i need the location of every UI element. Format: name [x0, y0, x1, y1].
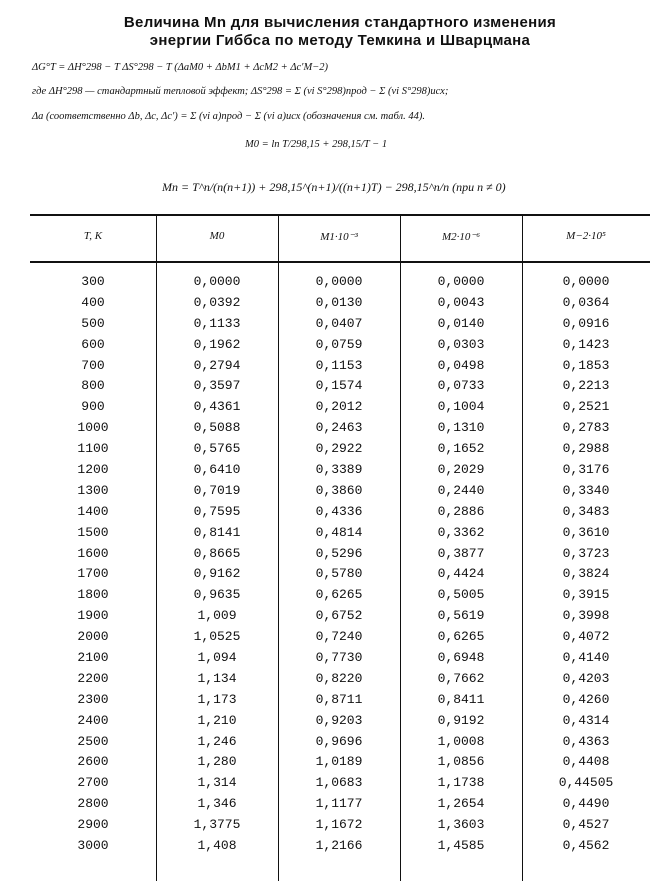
- m2-cell: 0,3877: [437, 545, 485, 561]
- m-minus-2-cell: 0,4260: [562, 691, 610, 707]
- m0-cell: 1,134: [197, 670, 237, 686]
- temperature-cell: 2700: [77, 775, 109, 791]
- m0-cell: 0,1133: [193, 315, 241, 331]
- m0-cell: 1,094: [197, 649, 237, 665]
- m0-cell: 0,5765: [193, 441, 241, 457]
- table-row: [30, 835, 650, 856]
- m-minus-2-cell: 0,4140: [562, 649, 610, 665]
- m2-cell: 0,1310: [437, 420, 485, 436]
- m0-cell: 1,210: [197, 712, 237, 728]
- m-minus-2-cell: 0,4203: [562, 670, 610, 686]
- m1-cell: 1,0189: [315, 754, 363, 770]
- m1-cell: 0,0759: [315, 336, 363, 352]
- m1-cell: 1,0683: [315, 775, 363, 791]
- table-row: [30, 584, 650, 605]
- m-minus-2-cell: 0,4072: [562, 629, 610, 645]
- entropy-definition: где ΔH°298 — стандартный тепловой эффект; ΔS°298 = Σ (νi S°298)прод − Σ (νi S°298)исх;: [32, 86, 449, 97]
- temperature-cell: 1700: [77, 566, 109, 582]
- m1-cell: 0,5296: [315, 545, 363, 561]
- temperature-cell: 800: [81, 378, 105, 394]
- m-minus-2-cell: 0,1853: [562, 357, 610, 373]
- m0-cell: 0,0392: [193, 294, 241, 310]
- m1-cell: 0,0000: [315, 273, 363, 289]
- temperature-cell: 900: [81, 399, 105, 415]
- m-minus-2-cell: 0,3723: [562, 545, 610, 561]
- m0-cell: 0,6410: [193, 461, 241, 477]
- page-title: [60, 14, 620, 50]
- m-minus-2-cell: 0,3483: [562, 503, 610, 519]
- m-minus-2-cell: 0,0364: [562, 294, 610, 310]
- temperature-cell: 1200: [77, 461, 109, 477]
- table-row: [30, 292, 650, 313]
- m-minus-2-cell: 0,2213: [562, 378, 610, 394]
- m1-cell: 1,1672: [315, 817, 363, 833]
- m2-cell: 1,4585: [437, 837, 485, 853]
- m1-cell: 0,2463: [315, 420, 363, 436]
- m0-cell: 0,5088: [193, 420, 241, 436]
- temperature-cell: 300: [81, 273, 105, 289]
- m1-cell: 0,6752: [315, 608, 363, 624]
- table-row: [30, 375, 650, 396]
- m-minus-2-cell: 0,2988: [562, 441, 610, 457]
- m-minus-2-cell: 0,4562: [562, 837, 610, 853]
- table-row: [30, 271, 650, 292]
- m0-cell: 0,9162: [193, 566, 241, 582]
- m0-cell: 1,0525: [193, 629, 241, 645]
- header-m2: M2·10⁻⁶: [441, 231, 481, 243]
- temperature-cell: 1300: [77, 482, 109, 498]
- table-row: [30, 313, 650, 334]
- temperature-cell: 500: [81, 315, 105, 331]
- m1-cell: 0,2922: [315, 441, 363, 457]
- m2-cell: 0,0000: [437, 273, 485, 289]
- table-row: [30, 334, 650, 355]
- header-m0: M0: [209, 230, 225, 242]
- table-row: [30, 396, 650, 417]
- m2-cell: 0,9192: [437, 712, 485, 728]
- m0-cell: 0,3597: [193, 378, 241, 394]
- m-minus-2-cell: 0,3824: [562, 566, 610, 582]
- temperature-cell: 1900: [77, 608, 109, 624]
- m0-cell: 0,1962: [193, 336, 241, 352]
- m2-cell: 1,0008: [437, 733, 485, 749]
- table-row: [30, 689, 650, 710]
- m0-cell: 1,3775: [193, 817, 241, 833]
- m0-cell: 1,246: [197, 733, 237, 749]
- m-minus-2-cell: 0,4490: [562, 796, 610, 812]
- m2-cell: 0,2886: [437, 503, 485, 519]
- m1-cell: 0,0407: [315, 315, 363, 331]
- mn-values-table: [30, 271, 650, 856]
- m-minus-2-cell: 0,4314: [562, 712, 610, 728]
- m0-cell: 0,8665: [193, 545, 241, 561]
- temperature-cell: 1000: [77, 420, 109, 436]
- m2-cell: 0,2029: [437, 461, 485, 477]
- title-line-1: Величина Mn для вычисления стандартного изменения: [123, 14, 557, 31]
- m-minus-2-cell: 0,4527: [562, 817, 610, 833]
- table-top-rule: [30, 214, 650, 216]
- table-row: [30, 480, 650, 501]
- m0-cell: 0,7019: [193, 482, 241, 498]
- m2-cell: 0,6265: [437, 629, 485, 645]
- temperature-cell: 2400: [77, 712, 109, 728]
- m-minus-2-cell: 0,0000: [562, 273, 610, 289]
- m-minus-2-cell: 0,4363: [562, 733, 610, 749]
- m1-cell: 1,2166: [315, 837, 363, 853]
- temperature-cell: 1100: [77, 441, 109, 457]
- m0-cell: 1,280: [197, 754, 237, 770]
- temperature-cell: 2000: [77, 629, 109, 645]
- m0-cell: 0,7595: [193, 503, 241, 519]
- m2-cell: 0,5619: [437, 608, 485, 624]
- table-row: [30, 647, 650, 668]
- m0-cell: 0,4361: [193, 399, 241, 415]
- m0-formula: M0 = ln T/298,15 + 298,15/T − 1: [245, 139, 388, 150]
- m2-cell: 0,7662: [437, 670, 485, 686]
- m2-cell: 1,3603: [437, 817, 485, 833]
- table-row: [30, 522, 650, 543]
- temperature-cell: 2200: [77, 670, 109, 686]
- m-minus-2-cell: 0,3340: [562, 482, 610, 498]
- m1-cell: 0,5780: [315, 566, 363, 582]
- m1-cell: 0,4814: [315, 524, 363, 540]
- m2-cell: 0,5005: [437, 587, 485, 603]
- m1-cell: 0,7240: [315, 629, 363, 645]
- m1-cell: 0,1153: [315, 357, 363, 373]
- m0-cell: 1,009: [197, 608, 237, 624]
- table-row: [30, 355, 650, 376]
- temperature-cell: 2300: [77, 691, 109, 707]
- m1-cell: 1,1177: [315, 796, 363, 812]
- table-row: [30, 501, 650, 522]
- m2-cell: 0,0498: [437, 357, 485, 373]
- m1-cell: 0,2012: [315, 399, 363, 415]
- table-row: [30, 563, 650, 584]
- title-line-2: энергии Гиббса по методу Темкина и Шварцмана: [149, 32, 531, 49]
- m2-cell: 0,1004: [437, 399, 485, 415]
- m0-cell: 0,9635: [193, 587, 241, 603]
- temperature-cell: 1500: [77, 524, 109, 540]
- m0-cell: 1,314: [197, 775, 237, 791]
- m2-cell: 0,0303: [437, 336, 485, 352]
- temperature-cell: 1400: [77, 503, 109, 519]
- m1-cell: 0,9696: [315, 733, 363, 749]
- table-row: [30, 751, 650, 772]
- m-minus-2-cell: 0,1423: [562, 336, 610, 352]
- m1-cell: 0,9203: [315, 712, 363, 728]
- m-minus-2-cell: 0,3915: [562, 587, 610, 603]
- m-minus-2-cell: 0,3176: [562, 461, 610, 477]
- table-header-rule: [30, 261, 650, 263]
- temperature-cell: 2100: [77, 649, 109, 665]
- temperature-cell: 2800: [77, 796, 109, 812]
- m2-cell: 1,0856: [437, 754, 485, 770]
- table-row: [30, 417, 650, 438]
- m0-cell: 1,346: [197, 796, 237, 812]
- temperature-cell: 3000: [77, 837, 109, 853]
- m1-cell: 0,6265: [315, 587, 363, 603]
- m2-cell: 0,2440: [437, 482, 485, 498]
- temperature-cell: 400: [81, 294, 105, 310]
- temperature-cell: 2600: [77, 754, 109, 770]
- header-m1: M1·10⁻³: [320, 231, 358, 243]
- m2-cell: 0,0140: [437, 315, 485, 331]
- temperature-cell: 600: [81, 336, 105, 352]
- table-row: [30, 459, 650, 480]
- m2-cell: 1,2654: [437, 796, 485, 812]
- temperature-cell: 1800: [77, 587, 109, 603]
- table-row: [30, 543, 650, 564]
- table-row: [30, 626, 650, 647]
- gibbs-equation: ΔG°T = ΔH°298 − T ΔS°298 − T (ΔaM0 + ΔbM1 + ΔcM2 + Δc′M−2): [32, 62, 329, 73]
- m2-cell: 0,0043: [437, 294, 485, 310]
- m2-cell: 0,4424: [437, 566, 485, 582]
- m0-cell: 1,408: [197, 837, 237, 853]
- coefficient-definition: Δa (соответственно Δb, Δc, Δc′) = Σ (νi a)прод − Σ (νi a)исх (обозначения см. табл. 44).: [32, 111, 426, 122]
- m0-cell: 1,173: [197, 691, 237, 707]
- table-row: [30, 710, 650, 731]
- m1-cell: 0,8711: [315, 691, 363, 707]
- m-minus-2-cell: 0,3610: [562, 524, 610, 540]
- m1-cell: 0,1574: [315, 378, 363, 394]
- m1-cell: 0,7730: [315, 649, 363, 665]
- header-m-minus-2: M−2·10⁵: [566, 230, 606, 242]
- table-row: [30, 605, 650, 626]
- table-row: [30, 668, 650, 689]
- m2-cell: 0,0733: [437, 378, 485, 394]
- temperature-cell: 700: [81, 357, 105, 373]
- mn-formula: Mn = T^n/(n(n+1)) + 298,15^(n+1)/((n+1)T) − 298,15^n/n (при n ≠ 0): [162, 180, 506, 194]
- m0-cell: 0,2794: [193, 357, 241, 373]
- m1-cell: 0,3860: [315, 482, 363, 498]
- m-minus-2-cell: 0,2521: [562, 399, 610, 415]
- m1-cell: 0,3389: [315, 461, 363, 477]
- m0-cell: 0,0000: [193, 273, 241, 289]
- m-minus-2-cell: 0,2783: [562, 420, 610, 436]
- temperature-cell: 2500: [77, 733, 109, 749]
- m1-cell: 0,4336: [315, 503, 363, 519]
- m2-cell: 0,1652: [437, 441, 485, 457]
- header-temperature: T, K: [83, 230, 103, 242]
- table-row: [30, 438, 650, 459]
- m-minus-2-cell: 0,4408: [562, 754, 610, 770]
- m-minus-2-cell: 0,44505: [558, 775, 614, 791]
- m1-cell: 0,0130: [315, 294, 363, 310]
- temperature-cell: 2900: [77, 817, 109, 833]
- m1-cell: 0,8220: [315, 670, 363, 686]
- table-row: [30, 814, 650, 835]
- m2-cell: 0,6948: [437, 649, 485, 665]
- table-row: [30, 793, 650, 814]
- temperature-cell: 1600: [77, 545, 109, 561]
- m-minus-2-cell: 0,3998: [562, 608, 610, 624]
- m2-cell: 1,1738: [437, 775, 485, 791]
- table-row: [30, 772, 650, 793]
- m2-cell: 0,3362: [437, 524, 485, 540]
- table-row: [30, 731, 650, 752]
- m-minus-2-cell: 0,0916: [562, 315, 610, 331]
- m2-cell: 0,8411: [437, 691, 485, 707]
- m0-cell: 0,8141: [193, 524, 241, 540]
